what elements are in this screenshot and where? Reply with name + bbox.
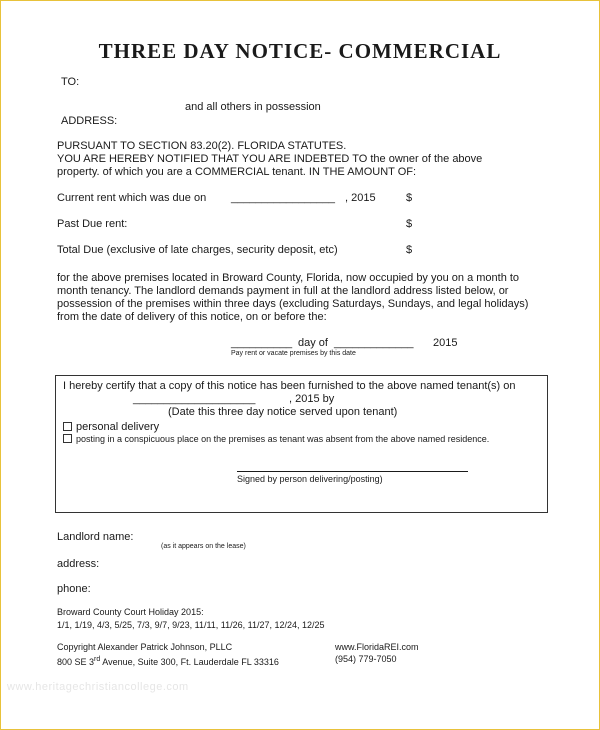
pursuant-line-2: YOU ARE HEREBY NOTIFIED THAT YOU ARE INDEBTED TO the owner of the above <box>57 153 483 165</box>
premises-line-2: month tenancy. The landlord demands payment in full at the landlord address listed below, or <box>57 285 509 297</box>
past-due-dollar: $ <box>406 218 413 230</box>
certification-box <box>55 375 548 513</box>
total-due-dollar: $ <box>406 244 413 256</box>
firm-address: 800 SE 3rd Avenue, Suite 300, Ft. Lauderdale FL 33316 <box>57 656 279 667</box>
day-blank: __________ <box>231 337 293 349</box>
page-title: THREE DAY NOTICE- COMMERCIAL <box>98 39 502 63</box>
copyright-text: Copyright Alexander Patrick Johnson, PLLC <box>57 642 233 652</box>
day-of-caption: Pay rent or vacate premises by this date <box>231 350 356 357</box>
certify-date-blank: ____________________ <box>133 393 256 405</box>
pursuant-line-3: property. of which you are a COMMERCIAL tenant. IN THE AMOUNT OF: <box>57 166 417 178</box>
certify-line-1: I hereby certify that a copy of this notice has been furnished to the above named tenant(s) on <box>63 380 516 392</box>
address-label: ADDRESS: <box>61 115 118 127</box>
certify-caption: (Date this three day notice served upon tenant) <box>168 406 398 418</box>
day-of-text: day of <box>298 337 328 349</box>
landlord-address-label: address: <box>57 558 100 570</box>
personal-delivery-option[interactable] <box>63 421 159 434</box>
premises-line-1: for the above premises located in Broward County, Florida, now occupied by you on a month to <box>57 272 520 284</box>
to-label: TO: <box>61 76 80 88</box>
posting-label: posting in a conspicuous place on the premises as tenant was absent from the above named residence. <box>76 434 490 444</box>
personal-delivery-label: personal delivery <box>76 421 160 433</box>
current-rent-year: , 2015 <box>345 192 376 204</box>
holidays-title: Broward County Court Holiday 2015: <box>57 607 204 617</box>
firm-phone: (954) 779-7050 <box>335 654 397 664</box>
premises-line-4: from the date of delivery of this notice, on or before the: <box>57 311 327 323</box>
posting-option[interactable] <box>63 434 489 445</box>
certify-year: , 2015 by <box>289 393 335 405</box>
premises-line-3: possession of the premises within three days (excluding Saturdays, Sundays, and legal holidays) <box>57 298 529 310</box>
posting-checkbox[interactable] <box>63 434 72 443</box>
total-due-label: Total Due (exclusive of late charges, security deposit, etc) <box>57 244 338 256</box>
watermark-text: www.heritagechristiancollege.com <box>7 681 189 693</box>
website-link[interactable]: www.FloridaREI.com <box>335 642 419 652</box>
landlord-name-caption: (as it appears on the lease) <box>161 543 246 550</box>
current-rent-dollar: $ <box>406 192 413 204</box>
personal-delivery-checkbox[interactable] <box>63 422 72 431</box>
others-text: and all others in possession <box>185 101 321 113</box>
month-blank: _____________ <box>334 337 414 349</box>
landlord-name-label: Landlord name: <box>57 531 134 543</box>
holidays-list: 1/1, 1/19, 4/3, 5/25, 7/3, 9/7, 9/23, 11/11, 11/26, 11/27, 12/24, 12/25 <box>57 620 325 630</box>
current-rent-date-blank: _________________ <box>231 192 336 204</box>
pursuant-line-1: PURSUANT TO SECTION 83.20(2). FLORIDA STATUTES. <box>57 140 347 152</box>
signature-line <box>237 471 468 472</box>
past-due-label: Past Due rent: <box>57 218 128 230</box>
current-rent-label: Current rent which was due on <box>57 192 207 204</box>
signature-caption: Signed by person delivering/posting) <box>237 474 383 484</box>
day-of-year: 2015 <box>433 337 458 349</box>
landlord-phone-label: phone: <box>57 583 91 595</box>
